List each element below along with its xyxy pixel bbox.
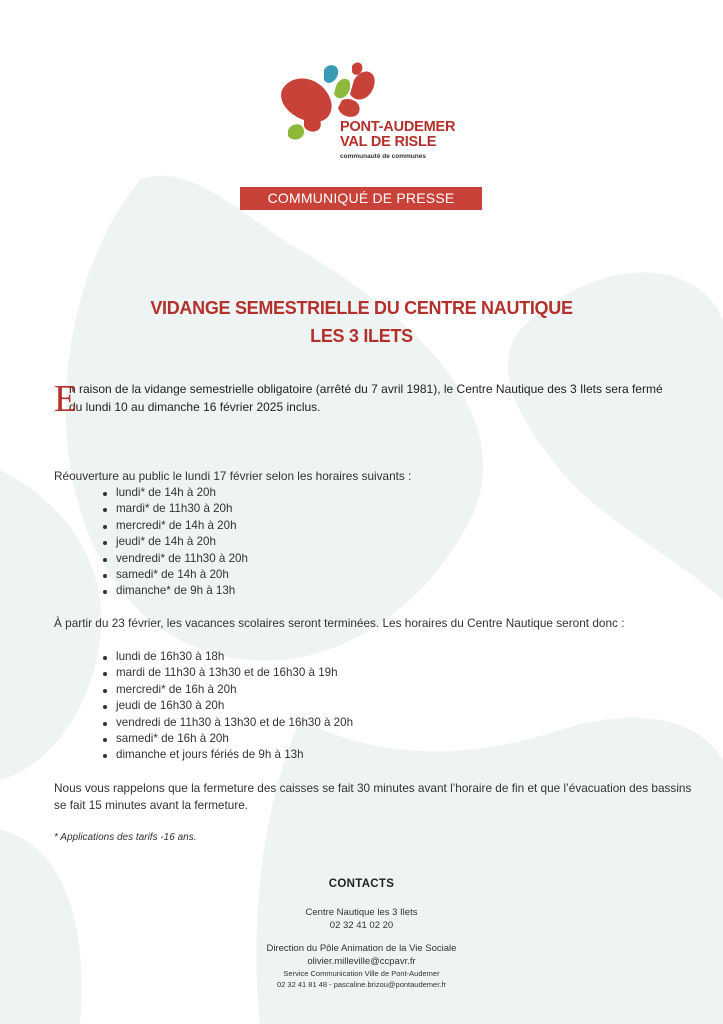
list-item: mardi de 11h30 à 13h30 et de 16h30 à 19h <box>54 665 694 681</box>
tariff-footnote: * Applications des tarifs -16 ans. <box>54 832 197 843</box>
after-holidays-hours-list <box>54 649 694 764</box>
list-item: lundi de 16h30 à 18h <box>54 649 694 665</box>
list-item: samedi* de 16h à 20h <box>54 731 694 747</box>
list-item: vendredi de 11h30 à 13h30 et de 16h30 à 20h <box>54 715 694 731</box>
brand-name-line1: PONT-AUDEMER <box>340 119 456 135</box>
list-item: vendredi* de 11h30 à 20h <box>54 551 694 567</box>
document-title <box>0 294 723 350</box>
reopening-hours-list <box>54 485 694 600</box>
reminder-section <box>54 780 694 814</box>
reminder-text: Nous vous rappelons que la fermeture des caisses se fait 30 minutes avant l’horaire de fin et que l’évacuation des bassins se fait 15 minutes avant la fermeture. <box>54 781 692 812</box>
brand-name <box>340 120 455 150</box>
reopening-section <box>54 468 694 600</box>
contact-direction-email: olivier.milleville@ccpavr.fr <box>307 956 416 967</box>
contact-com-details: 02 32 41 81 48 - pascaline.brizou@pontaudemer.fr <box>277 980 446 989</box>
after-holidays-lead: À partir du 23 février, les vacances scolaires seront terminées. Les horaires du Centre Nautique seront donc : <box>54 616 625 630</box>
contact-venue-phone: 02 32 41 02 20 <box>329 920 394 931</box>
list-item: lundi* de 14h à 20h <box>54 485 694 501</box>
title-line2: LES 3 ILETS <box>310 326 413 346</box>
press-release-banner: COMMUNIQUÉ DE PRESSE <box>240 187 482 210</box>
list-item: jeudi de 16h30 à 20h <box>54 698 694 714</box>
list-item: mardi* de 11h30 à 20h <box>54 501 694 517</box>
list-item: jeudi* de 14h à 20h <box>54 534 694 550</box>
after-holidays-section <box>54 615 694 764</box>
drop-cap: E <box>54 378 78 420</box>
list-item: dimanche et jours fériés de 9h à 13h <box>54 747 694 763</box>
brand-subtitle: communauté de communes <box>340 153 426 160</box>
contact-com-service: Service Communication Ville de Pont-Audemer <box>283 969 440 978</box>
list-item: mercredi* de 14h à 20h <box>54 518 694 534</box>
intro-text: n raison de la vidange semestrielle obligatoire (arrêté du 7 avril 1981), le Centre Nautique des 3 Ilets sera fermé du lundi 10 au dimanche 16 février 2025 inclus. <box>69 382 663 414</box>
list-item: samedi* de 14h à 20h <box>54 567 694 583</box>
list-item: mercredi* de 16h à 20h <box>54 682 694 698</box>
contact-direction: Direction du Pôle Animation de la Vie Sociale <box>266 943 457 954</box>
contacts-heading: CONTACTS <box>328 878 395 890</box>
reopening-lead: Réouverture au public le lundi 17 février selon les horaires suivants : <box>54 469 412 483</box>
brand-logo <box>276 60 456 170</box>
list-item: dimanche* de 9h à 13h <box>54 583 694 599</box>
intro-paragraph <box>54 378 674 420</box>
title-line1: VIDANGE SEMESTRIELLE DU CENTRE NAUTIQUE <box>150 298 573 318</box>
contacts-block <box>0 878 723 990</box>
brand-name-line2: VAL DE RISLE <box>340 134 437 150</box>
contact-venue: Centre Nautique les 3 Ilets <box>305 907 418 918</box>
